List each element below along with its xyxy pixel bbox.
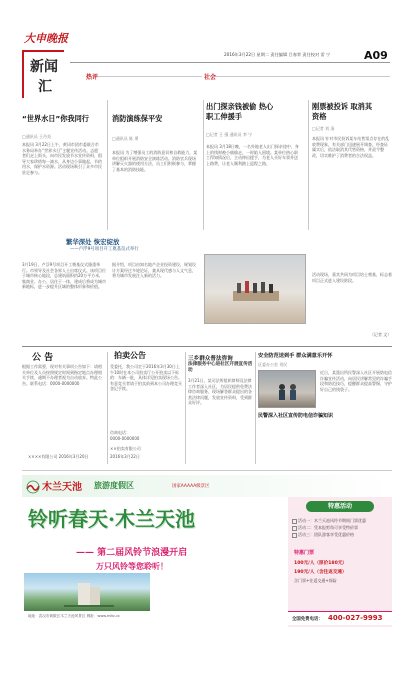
ad-contact: 地址：武汉市黄陂区木兰天池风景区 网址：www.mltc.cc: [28, 614, 121, 618]
legal-column: [188, 350, 254, 466]
tag-right: 社会: [204, 74, 217, 81]
tag-left: 热评: [86, 74, 99, 81]
story-4-byline: □记者 刘 清: [312, 126, 335, 131]
security: [258, 350, 392, 466]
story-1: [22, 98, 104, 232]
ad-price-list: [294, 559, 388, 585]
ad-logo-sub: 旅游度假区: [94, 481, 134, 490]
date-line: 2016年3月22日 星期二 责任编辑 吕春荣 责任校对 雷 宁: [224, 52, 331, 57]
ad-logo-text: 木兰天池: [42, 482, 82, 493]
story-1-byline: □通讯员 王丹炎: [22, 134, 52, 139]
masthead-rule: [70, 62, 390, 63]
ad-grade: 国家AAAAA级景区: [172, 484, 210, 489]
ad-box-title: 特惠活动: [306, 501, 374, 512]
tag-rule-left: [98, 76, 202, 77]
tag-rule-right: [216, 76, 390, 77]
legal-title: 三乡群众普法咨询: [188, 356, 233, 362]
rule-v-2: [203, 100, 204, 230]
story-4-title: 刚票被投诉 取消其资格: [312, 102, 373, 121]
story-1-title: “世界水日”你我同行: [22, 114, 89, 123]
ad-price-line: 100元/人（原价180元）: [294, 561, 348, 566]
check-icon: [292, 526, 297, 531]
notice: [22, 350, 106, 466]
story-3-byline: □记者 王 强 通讯员 李 宁: [206, 132, 253, 137]
feature-col-1: 3月19日，卢浮9号项目开工奠基仪式隆重举行。市领导及社会各界人士出席仪式。该项目位于城市核心地段，总建筑面积约20万平方米，集商业、办公、居住于一体，建成后将成为城市新地标，进一步提升区域的整体形象和价值。: [22, 262, 106, 290]
ad-slogan-main: 铃听春天·木兰天池: [28, 507, 195, 531]
notice-sign: ××××有限公司 2016年3月20日: [28, 454, 89, 459]
story-1-body: 本报讯 3月22日上午，黄冈市团市委联合市水务局举办“世界水日”主题宣传活动。志愿者们走上街头，向市民发放节水宣传资料，倡导大家珍惜每一滴水，从身边小事做起，节约用水，保护水资源。活动现场吸引了众多市民驻足参与。: [22, 142, 102, 175]
feature: [22, 232, 392, 342]
auction-date: 2016年3月22日: [110, 454, 140, 459]
notice-body: 根据工作需要，现对有关事项公告如下：请相关单位及人员按照规定时间到指定地点办理相关手续，逾期不办理者视为自动放弃。特此公告。联系电话：0000-0000000: [22, 364, 102, 386]
story-3-title: 出门探亲钱被偷 热心职工伸援手: [206, 102, 274, 121]
security-photo: [258, 370, 316, 408]
auction-body: 受委托，我公司定于2016年3月30日上午10时在本公司拍卖厅公开拍卖以下标的：车辆一批，具体详见拍卖现场公告。有意竞买者请于拍卖前到本公司办理竞买登记手续。: [110, 364, 182, 392]
ad-slogan-third: 万只风铃等您聆听！: [96, 562, 168, 571]
story-2-byline: □通讯员 陈 勇: [112, 136, 139, 141]
ad-right-panel: [288, 497, 392, 627]
logo-text: 大申晚报: [24, 32, 68, 45]
check-icon: [292, 519, 297, 524]
rule-v-b1: [107, 352, 108, 464]
rule-v-3: [308, 100, 309, 230]
auction-company: ××拍卖有限公司: [110, 446, 141, 451]
advertisement: [22, 470, 392, 628]
story-4: [312, 98, 392, 232]
auction-phone-label: 咨询电话：: [110, 430, 130, 435]
ad-hotline-bar: [288, 611, 392, 625]
ad-hotline-label: 全国免费电话：: [292, 617, 323, 622]
story-3: [206, 98, 302, 232]
logo: [24, 30, 80, 44]
story-2-title: 消防演练保平安: [112, 114, 163, 123]
legal-body: 3月21日，某司法所组织律师及法律工作者深入社区，为居民提供免费法律咨询服务，现场解答群众提出的各类法律问题，发放宣传资料，受到群众好评。: [188, 378, 252, 406]
ad-slogan-second: —— 第二届风铃节浪漫开启: [76, 548, 188, 558]
security-sub2: 民警深入社区宣传防电信诈骗知识: [258, 413, 334, 419]
ad-box-item: 活动二：凭本报剪角可享受特价票: [292, 524, 388, 531]
auction-phone: 0000-0000000: [110, 436, 140, 441]
photo-icon: [233, 277, 279, 301]
ad-box-item: 活动三：团队游客享受优惠价格: [292, 531, 388, 538]
notice-title: 公 告: [32, 353, 54, 363]
ad-box-list: [292, 517, 388, 538]
ad-price-line: 含门票+往返交通+保险: [294, 578, 337, 583]
ad-scenic-photo: [24, 573, 150, 611]
feature-col-3: 活动现场，嘉宾共同为项目培土奠基，标志着项目正式进入建设阶段。: [312, 272, 392, 283]
masthead: [0, 0, 415, 100]
section-title-2: 汇: [38, 79, 52, 95]
wave-mark-icon: [26, 479, 40, 493]
story-3-body: 本报讯 3月18日晚，一名外地老人出门探亲途中，身上的钱财被小偷偷走，一时陷入困境。某单位热心职工得知情况后，主动伸出援手，为老人买好车票并送上路费，让老人顺利踏上返程之路。: [206, 144, 299, 166]
feature-subtitle: ——卢浮9号项目开工奠基仪式举行: [70, 247, 139, 252]
auction-title: 拍卖公告: [114, 351, 146, 360]
rule-v-b2: [185, 352, 186, 464]
auction: [110, 350, 184, 466]
check-icon: [292, 533, 297, 538]
story-4-body: 本报讯 针对市民投诉某车站售票点存在的乱收费现象，有关部门迅速展开调查。经查证属实后，依法取消其代售资格，并责令整改，切实维护了消费者的合法权益。: [312, 136, 390, 158]
ad-price-title: 特惠门票: [294, 550, 315, 556]
legal-subtitle: 法律服务中心进社区开展宣传活动: [188, 362, 253, 373]
ad-logo: [26, 477, 156, 497]
photo-icon: [64, 577, 114, 607]
ad-hotline-number: 400-027-9993: [328, 614, 383, 622]
security-title: 安全防范送到手 群众满意乐开怀: [258, 353, 333, 359]
photo-icon: [275, 381, 301, 401]
page-number: A09: [364, 49, 388, 62]
rule-v-b3: [255, 352, 256, 464]
rule-v-1: [107, 100, 108, 230]
feature-title: 繁华深处 恢宏绽放: [66, 238, 120, 246]
security-body: 近日，某派出所民警深入社区开展防电信诈骗宣传活动，向居民讲解常见的诈骗手段和防范技巧，提醒群众提高警惕，守护好自己的钱袋子。: [320, 370, 392, 392]
ad-box-item: 活动一：木兰天池风铃节期间门票优惠: [292, 517, 388, 524]
rule-h-mid: [22, 346, 392, 347]
story-2-body: 本报讯 为了增强员工的消防意识和自救能力，某单位组织开展消防安全演练活动。消防官兵现场讲解灭火器的使用方法，员工们积极参与，掌握了基本的消防技能。: [112, 150, 198, 172]
security-subtitle: 区委办公室 刘民: [258, 362, 288, 367]
ad-price-line: 190元/人（含往返交通）: [294, 570, 347, 575]
feature-col-2: 据介绍，项目由知名地产企业投资建设，规划设计方案经过多轮论证，兼具现代感与人文气息，将为城市发展注入新的活力。: [112, 262, 196, 279]
story-2: [112, 98, 200, 232]
feature-credit: （记者 文）: [370, 332, 392, 337]
section-title-1: 新闻: [30, 59, 58, 75]
feature-photo: [204, 254, 306, 324]
